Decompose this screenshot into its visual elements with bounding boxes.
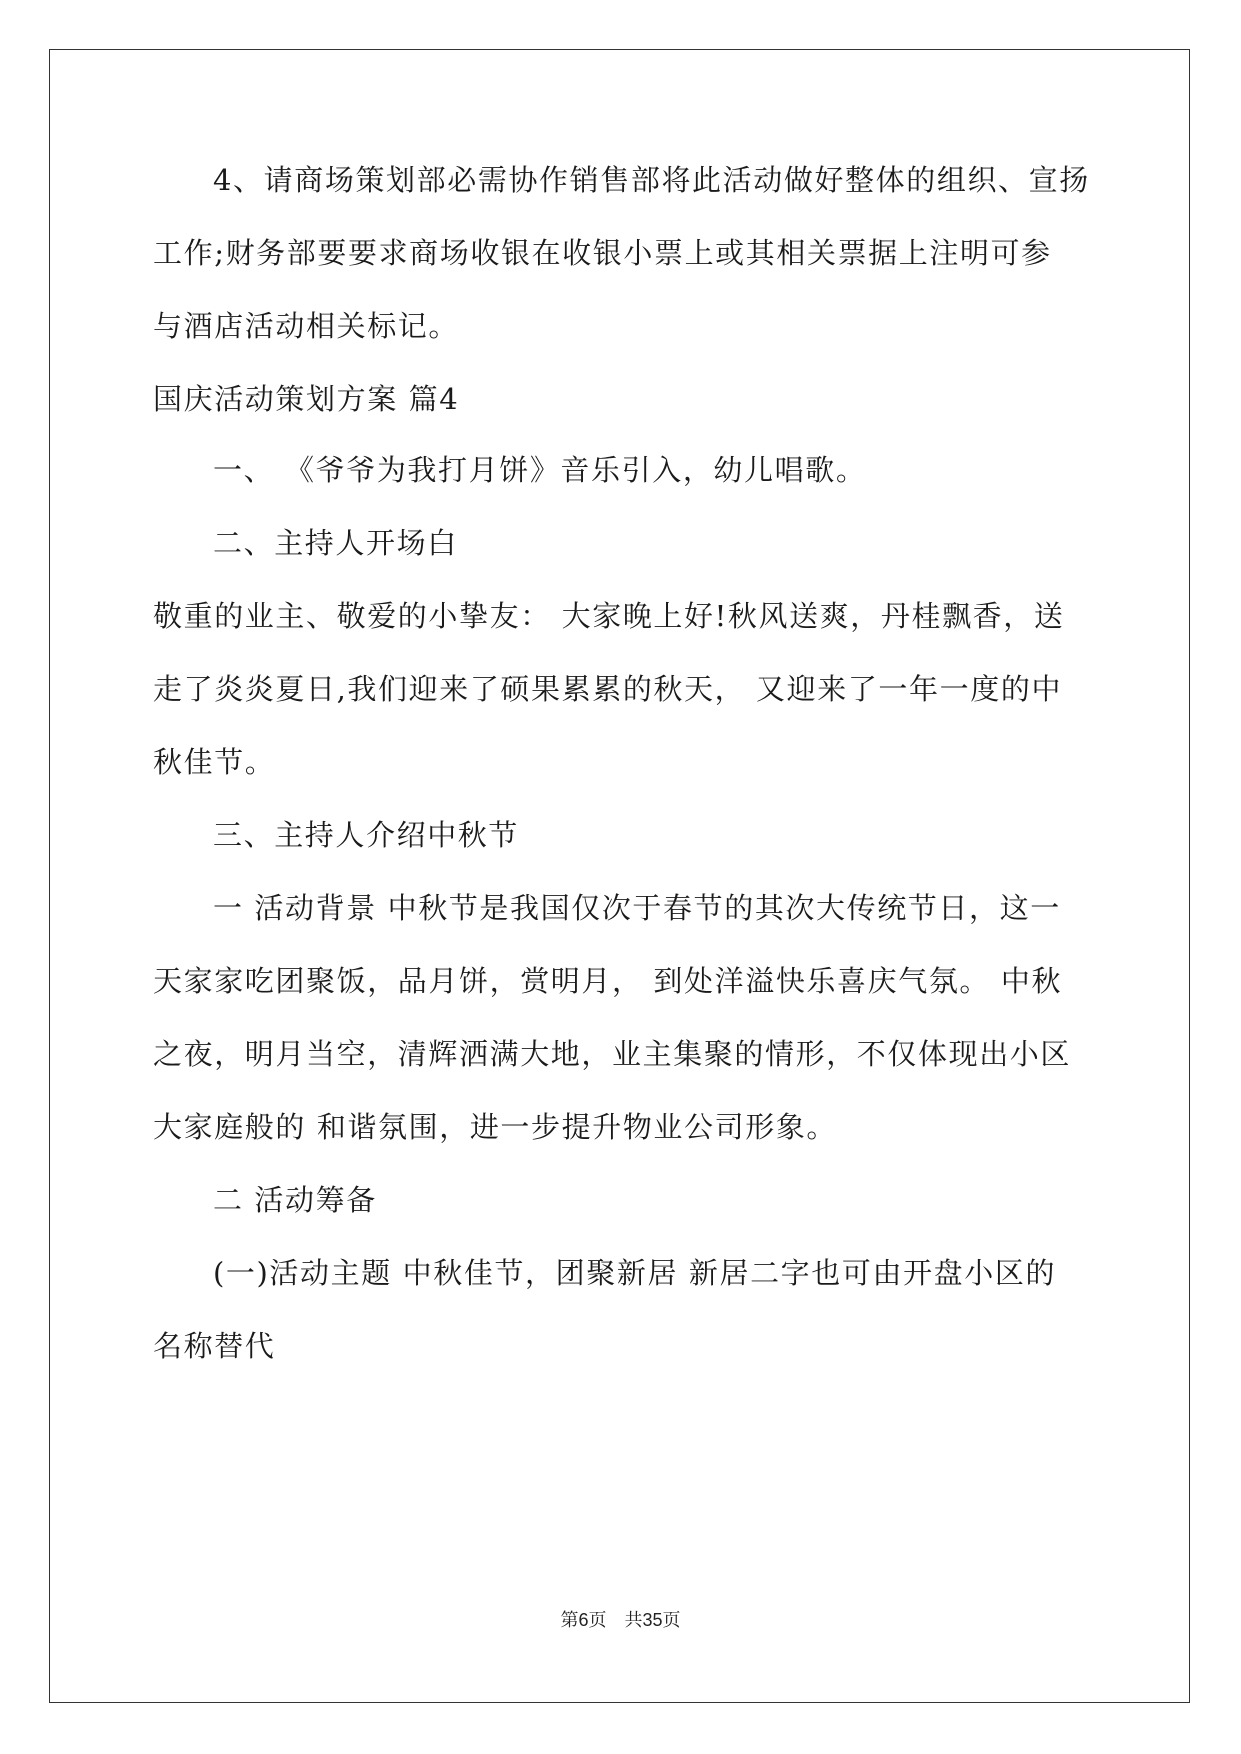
current-page-number: 6	[578, 1610, 589, 1630]
footer-prefix: 第	[560, 1610, 579, 1631]
paragraph-line: 与酒店活动相关标记。	[153, 309, 460, 343]
page-footer	[0, 1608, 1241, 1633]
page-border	[49, 49, 1190, 1703]
paragraph-line: 工作;财务部要要求商场收银在收银小票上或其相关票据上注明可参	[153, 236, 1052, 270]
paragraph-line: 秋佳节。	[153, 745, 276, 779]
footer-suffix: 页	[662, 1610, 681, 1631]
paragraph-line: 天家家吃团聚饭，品月饼，赏明月， 到处洋溢快乐喜庆气氛。 中秋	[153, 964, 1063, 998]
paragraph-line: 大家庭般的 和谐氛围，进一步提升物业公司形象。	[153, 1110, 838, 1144]
paragraph-line: 4、请商场策划部必需协作销售部将此活动做好整体的组织、宣扬	[213, 163, 1090, 197]
section-heading: 国庆活动策划方案 篇4	[153, 382, 460, 416]
paragraph-line: 敬重的业主、敬爱的小挚友： 大家晚上好!秋风送爽，丹桂飘香，送	[153, 599, 1065, 633]
paragraph-line: 一 活动背景 中秋节是我国仅次于春节的其次大传统节日，这一	[213, 891, 1061, 925]
total-page-number: 35	[642, 1610, 663, 1630]
list-item: 三、主持人介绍中秋节	[213, 818, 520, 852]
paragraph-line: 之夜，明月当空，清辉洒满大地，业主集聚的情形，不仅体现出小区	[153, 1037, 1072, 1071]
list-item: 二 活动筹备	[213, 1183, 377, 1217]
list-item: 一、 《爷爷为我打月饼》音乐引入，幼儿唱歌。	[213, 453, 867, 487]
paragraph-line: 名称替代	[153, 1329, 276, 1363]
list-item: 二、主持人开场白	[213, 526, 458, 560]
paragraph-line: (一)活动主题 中秋佳节，团聚新居 新居二字也可由开盘小区的	[213, 1256, 1057, 1290]
paragraph-line: 走了炎炎夏日,我们迎来了硕果累累的秋天， 又迎来了一年一度的中	[153, 672, 1063, 706]
footer-mid: 页 共	[588, 1610, 643, 1631]
